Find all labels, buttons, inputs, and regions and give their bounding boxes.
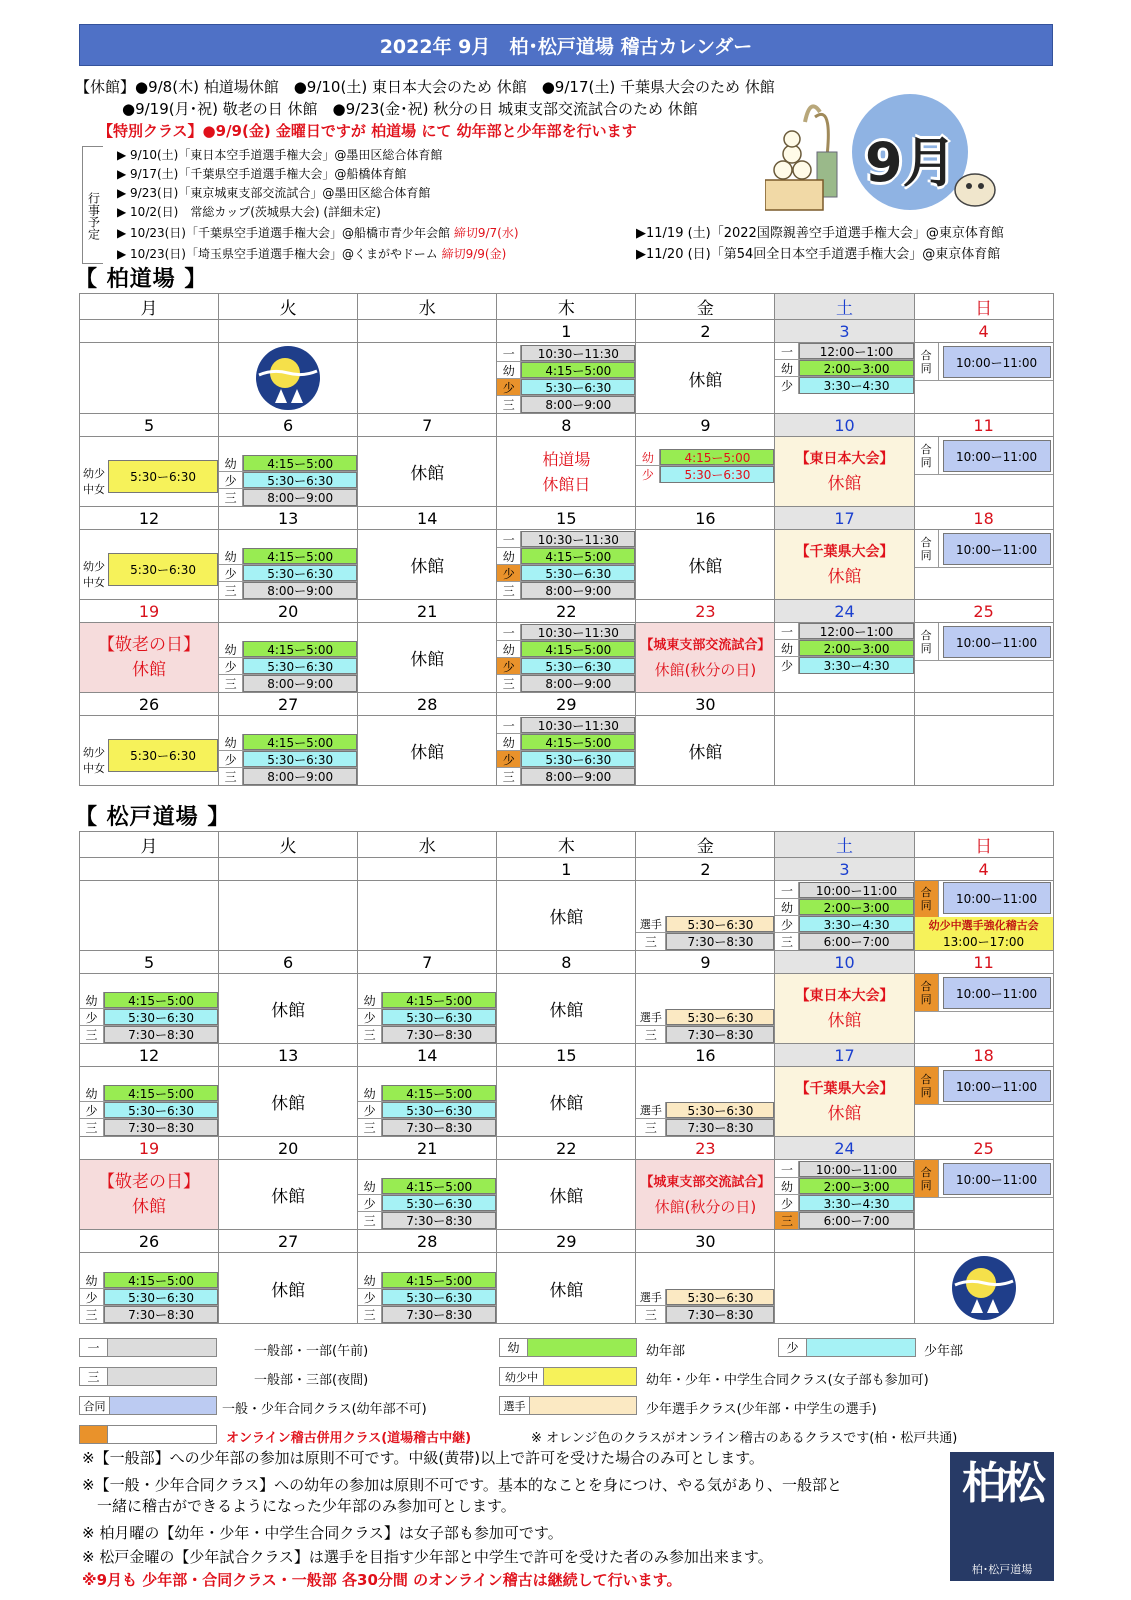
day-number: 19 xyxy=(80,1137,219,1160)
legend-label: 少年選手クラス(少年部・中学生の選手) xyxy=(646,1402,877,1417)
tsukimi-illustration xyxy=(765,82,1015,222)
day-number xyxy=(914,1230,1053,1253)
day-cell: 【千葉県大会】 休館 xyxy=(775,1067,914,1137)
day-cell: 幼 4:15ー5:00 少 5:30ー6:30 三 7:30ー8:30 xyxy=(80,1253,219,1324)
day-number: 24 xyxy=(775,600,914,623)
day-cell: 選手 5:30ー6:30 三 7:30ー8:30 xyxy=(636,881,775,951)
legend-label: 一般部・一部(午前) xyxy=(254,1344,369,1359)
day-number: 25 xyxy=(914,600,1053,623)
day-number: 12 xyxy=(80,1044,219,1067)
weekday-sun: 日 xyxy=(914,294,1053,320)
day-cell: 【城東支部交流試合】 休館(秋分の日) xyxy=(636,623,775,693)
day-cell: 幼 4:15ー5:00 少 5:30ー6:30 三 7:30ー8:30 xyxy=(358,1160,497,1230)
day-number: 28 xyxy=(358,1230,497,1253)
legend-box-shou: 少 xyxy=(778,1338,916,1357)
day-number xyxy=(358,858,497,881)
weekday-sun: 日 xyxy=(914,832,1053,858)
day-number: 16 xyxy=(636,507,775,530)
weekday-mon: 月 xyxy=(80,832,219,858)
day-number: 30 xyxy=(636,1230,775,1253)
day-cell: 合 同 10:00ー11:00 xyxy=(914,1067,1053,1137)
day-number: 18 xyxy=(914,507,1053,530)
day-cell: 【敬老の日】 休館 xyxy=(80,623,219,693)
day-number: 27 xyxy=(219,1230,358,1253)
day-cell: 【東日本大会】 休館 xyxy=(775,974,914,1044)
day-number: 30 xyxy=(636,693,775,716)
day-number: 6 xyxy=(219,414,358,437)
day-number: 12 xyxy=(80,507,219,530)
weekday-sat: 土 xyxy=(775,294,914,320)
matsudo-section-title: 【 松戸道場 】 xyxy=(75,805,231,830)
day-cell xyxy=(80,881,219,951)
legend-box-ippan: 一 xyxy=(79,1338,217,1357)
day-number: 7 xyxy=(358,414,497,437)
legend-box-goudou: 合同 xyxy=(79,1396,217,1415)
day-number: 17 xyxy=(775,1044,914,1067)
day-cell: 【千葉県大会】 休館 xyxy=(775,530,914,600)
dojo-seal-logo xyxy=(950,1452,1054,1581)
day-number: 2 xyxy=(636,858,775,881)
seal-subtitle: 柏･松戸道場 xyxy=(971,1563,1033,1576)
day-number: 11 xyxy=(914,414,1053,437)
day-number: 21 xyxy=(358,600,497,623)
day-cell: 一 10:30ー11:30 幼 4:15ー5:00 少 5:30ー6:30 三 8:00ー9:00 xyxy=(497,530,636,600)
day-number xyxy=(775,693,914,716)
day-number: 13 xyxy=(219,507,358,530)
month-badge: 9月 xyxy=(865,131,957,194)
day-cell: 幼 4:15ー5:00 少 5:30ー6:30 xyxy=(636,437,775,507)
day-cell: 休館 xyxy=(219,1160,358,1230)
day-cell: 幼 4:15ー5:00 少 5:30ー6:30 三 8:00ー9:00 xyxy=(219,530,358,600)
day-cell xyxy=(358,343,497,414)
day-number: 22 xyxy=(497,600,636,623)
moon-rabbit-icon xyxy=(253,345,323,411)
legend-box-san: 三 xyxy=(79,1367,217,1386)
day-cell: 一 12:00ー1:00 幼 2:00ー3:00 少 3:30ー4:30 xyxy=(775,343,914,414)
day-cell: 幼 4:15ー5:00 少 5:30ー6:30 三 7:30ー8:30 xyxy=(80,1067,219,1137)
day-cell: 合 同 10:00ー11:00 xyxy=(914,974,1053,1044)
day-number: 23 xyxy=(636,1137,775,1160)
kashiwa-section-title: 【 柏道場 】 xyxy=(75,267,208,292)
day-cell: 合 同 10:00ー11:00 xyxy=(914,343,1053,414)
day-number: 29 xyxy=(497,693,636,716)
day-cell: 幼 4:15ー5:00 少 5:30ー6:30 三 7:30ー8:30 xyxy=(358,1253,497,1324)
day-cell: 休館 xyxy=(497,881,636,951)
note-online: ※9月も 少年部・合同クラス・一般部 各30分間 のオンライン稽古は継続して行います。 xyxy=(82,1571,682,1589)
day-number: 10 xyxy=(775,414,914,437)
day-number xyxy=(80,320,219,343)
day-number: 9 xyxy=(636,414,775,437)
day-number: 26 xyxy=(80,693,219,716)
weekday-thu: 木 xyxy=(497,294,636,320)
day-cell: 休館 xyxy=(358,437,497,507)
day-cell: 選手 5:30ー6:30 三 7:30ー8:30 xyxy=(636,1067,775,1137)
day-cell: 幼 4:15ー5:00 少 5:30ー6:30 三 8:00ー9:00 xyxy=(219,437,358,507)
day-cell: 【東日本大会】 休館 xyxy=(775,437,914,507)
matsudo-calendar xyxy=(79,831,1054,1324)
moon-rabbit-icon xyxy=(949,1255,1019,1321)
seal-chars: 柏松 xyxy=(962,1458,1042,1509)
day-number xyxy=(219,320,358,343)
day-number: 1 xyxy=(497,858,636,881)
closed-notice-2: ●9/19(月･祝) 敬老の日 休館 ●9/23(金･祝) 秋分の日 城東支部交流試合のため 休館 xyxy=(122,100,698,118)
day-number xyxy=(358,320,497,343)
day-cell: 一 10:00ー11:00 幼 2:00ー3:00 少 3:30ー4:30 三 6:00ー7:00 xyxy=(775,881,914,951)
day-number xyxy=(914,693,1053,716)
day-number: 4 xyxy=(914,858,1053,881)
special-class-notice: 【特別クラス】●9/9(金) 金曜日ですが 柏道場 にて 幼年部と少年部を行います xyxy=(98,122,637,140)
event-item-right: ▶11/20 (日)「第54回全日本空手道選手権大会」@東京体育館 xyxy=(636,247,1001,262)
day-number: 18 xyxy=(914,1044,1053,1067)
day-cell: 休館 xyxy=(636,343,775,414)
legend-box-online xyxy=(79,1425,217,1444)
page-title: 2022年 9月 柏･松戸道場 稽古カレンダー xyxy=(79,24,1053,66)
weekday-sat: 土 xyxy=(775,832,914,858)
legend-box-senshu: 選手 xyxy=(499,1396,637,1415)
day-cell xyxy=(775,716,914,786)
day-cell: 一 12:00ー1:00 幼 2:00ー3:00 少 3:30ー4:30 xyxy=(775,623,914,693)
day-cell: 一 10:30ー11:30 幼 4:15ー5:00 少 5:30ー6:30 三 8:00ー9:00 xyxy=(497,343,636,414)
note: ※ 松戸金曜の【少年試合クラス】は選手を目指す少年部と中学生で許可を受けた者のみ参加出来ます。 xyxy=(82,1548,773,1566)
day-cell: 休館 xyxy=(358,716,497,786)
day-cell: 幼少 中女 5:30ー6:30 xyxy=(80,530,219,600)
day-number: 3 xyxy=(775,320,914,343)
day-number: 3 xyxy=(775,858,914,881)
day-number: 4 xyxy=(914,320,1053,343)
day-cell: 合 同 10:00ー11:00 xyxy=(914,530,1053,600)
day-cell: 合 同 10:00ー11:00 xyxy=(914,1160,1053,1230)
day-number xyxy=(775,1230,914,1253)
note: ※【一般部】への少年部の参加は原則不可です。中級(黄帯)以上で許可を受けた場合のみ可とします。 xyxy=(82,1449,764,1467)
day-cell: 選手 5:30ー6:30 三 7:30ー8:30 xyxy=(636,1253,775,1324)
weekday-mon: 月 xyxy=(80,294,219,320)
day-number: 28 xyxy=(358,693,497,716)
legend-label: 幼年・少年・中学生合同クラス(女子部も参加可) xyxy=(646,1373,929,1388)
day-cell: 幼 4:15ー5:00 少 5:30ー6:30 三 8:00ー9:00 xyxy=(219,623,358,693)
note: ※【一般・少年合同クラス】への幼年の参加は原則不可です。基本的なことを身につけ、やる気があり、一般部と xyxy=(82,1476,843,1494)
day-number: 20 xyxy=(219,600,358,623)
weekday-wed: 水 xyxy=(358,832,497,858)
day-cell: 一 10:30ー11:30 幼 4:15ー5:00 少 5:30ー6:30 三 8:00ー9:00 xyxy=(497,716,636,786)
day-cell xyxy=(914,716,1053,786)
day-number: 13 xyxy=(219,1044,358,1067)
event-item: ▶ 10/23(日)「埼玉県空手道選手権大会」@くまがやドーム 締切9/9(金) xyxy=(117,247,507,261)
day-number: 9 xyxy=(636,951,775,974)
day-cell: 選手 5:30ー6:30 三 7:30ー8:30 xyxy=(636,974,775,1044)
day-cell: 休館 xyxy=(636,716,775,786)
day-number: 25 xyxy=(914,1137,1053,1160)
weekday-wed: 水 xyxy=(358,294,497,320)
day-cell: 休館 xyxy=(497,1160,636,1230)
deadline: 締切9/9(金) xyxy=(441,247,507,261)
weekday-fri: 金 xyxy=(636,294,775,320)
day-number: 10 xyxy=(775,951,914,974)
day-number: 27 xyxy=(219,693,358,716)
day-cell: 幼 4:15ー5:00 少 5:30ー6:30 三 8:00ー9:00 xyxy=(219,716,358,786)
day-cell: 休館 xyxy=(219,1253,358,1324)
day-cell xyxy=(80,343,219,414)
day-cell: 一 10:30ー11:30 幼 4:15ー5:00 少 5:30ー6:30 三 8:00ー9:00 xyxy=(497,623,636,693)
day-cell: 幼 4:15ー5:00 少 5:30ー6:30 三 7:30ー8:30 xyxy=(358,1067,497,1137)
day-cell xyxy=(358,881,497,951)
kyouka-time: 13:00ー17:00 xyxy=(943,935,1025,949)
day-number: 15 xyxy=(497,1044,636,1067)
day-number: 8 xyxy=(497,951,636,974)
kashiwa-calendar xyxy=(79,293,1054,786)
event-item: ▶ 10/2(日) 常総カップ(茨城県大会) (詳細未定) xyxy=(117,205,381,219)
day-cell: 合 同 10:00ー11:00 幼少中選手強化稽古会 13:00ー17:00 xyxy=(914,881,1053,951)
event-item: ▶ 10/23(日)「千葉県空手道選手権大会」@船橋市青少年会館 締切9/7(水) xyxy=(117,226,519,240)
day-number: 29 xyxy=(497,1230,636,1253)
day-cell: 合 同 10:00ー11:00 xyxy=(914,437,1053,507)
day-cell: 休館 xyxy=(497,974,636,1044)
day-number: 14 xyxy=(358,1044,497,1067)
legend-box-youn: 幼 xyxy=(499,1338,637,1357)
day-number: 17 xyxy=(775,507,914,530)
note: ※ 柏月曜の【幼年・少年・中学生合同クラス】は女子部も参加可です。 xyxy=(82,1524,563,1542)
legend-label: 一般部・三部(夜間) xyxy=(254,1373,369,1388)
day-cell xyxy=(219,343,358,414)
day-number xyxy=(80,858,219,881)
legend-label: 一般・少年合同クラス(幼年部不可) xyxy=(222,1402,427,1417)
legend-note: ※ オレンジ色のクラスがオンライン稽古のあるクラスです(柏・松戸共通) xyxy=(531,1431,958,1446)
day-number: 5 xyxy=(80,414,219,437)
legend-label: 幼年部 xyxy=(646,1344,686,1359)
weekday-thu: 木 xyxy=(497,832,636,858)
day-cell: 【敬老の日】 休館 xyxy=(80,1160,219,1230)
day-number: 1 xyxy=(497,320,636,343)
note: 一緒に稽古ができるようになった少年部のみ参加可とします。 xyxy=(82,1497,516,1515)
day-cell xyxy=(775,1253,914,1324)
day-cell: 幼少 中女 5:30ー6:30 xyxy=(80,437,219,507)
weekday-fri: 金 xyxy=(636,832,775,858)
day-number: 21 xyxy=(358,1137,497,1160)
day-number: 6 xyxy=(219,951,358,974)
day-cell: 幼少 中女 5:30ー6:30 xyxy=(80,716,219,786)
day-cell: 幼 4:15ー5:00 少 5:30ー6:30 三 7:30ー8:30 xyxy=(80,974,219,1044)
day-cell xyxy=(914,1253,1053,1324)
legend-label: 少年部 xyxy=(924,1344,964,1359)
day-number xyxy=(219,858,358,881)
day-cell: 【城東支部交流試合】 休館(秋分の日) xyxy=(636,1160,775,1230)
day-number: 22 xyxy=(497,1137,636,1160)
events-label: 行事予定 xyxy=(82,146,103,264)
day-cell: 柏道場 休館日 xyxy=(497,437,636,507)
day-cell: 一 10:00ー11:00 幼 2:00ー3:00 少 3:30ー4:30 三 6:00ー7:00 xyxy=(775,1160,914,1230)
day-cell xyxy=(219,881,358,951)
closed-notice-1: 【休館】●9/8(木) 柏道場休館 ●9/10(土) 東日本大会のため 休館 ●9/17(土) 千葉県大会のため 休館 xyxy=(75,78,775,96)
day-cell: 休館 xyxy=(219,1067,358,1137)
legend-label: オンライン稽古併用クラス(道場稽古中継) xyxy=(226,1431,472,1446)
day-cell: 休館 xyxy=(358,623,497,693)
day-number: 19 xyxy=(80,600,219,623)
day-number: 14 xyxy=(358,507,497,530)
event-item: ▶ 9/10(土)「東日本空手道選手権大会」@墨田区総合体育館 xyxy=(117,148,443,162)
day-cell: 幼 4:15ー5:00 少 5:30ー6:30 三 7:30ー8:30 xyxy=(358,974,497,1044)
day-number: 16 xyxy=(636,1044,775,1067)
weekday-tue: 火 xyxy=(219,294,358,320)
day-cell: 休館 xyxy=(636,530,775,600)
day-number: 15 xyxy=(497,507,636,530)
day-cell: 休館 xyxy=(497,1067,636,1137)
event-item: ▶ 9/17(土)「千葉県空手道選手権大会」@船橋体育館 xyxy=(117,167,407,181)
day-number: 26 xyxy=(80,1230,219,1253)
day-cell: 休館 xyxy=(497,1253,636,1324)
day-number: 5 xyxy=(80,951,219,974)
day-cell: 休館 xyxy=(219,974,358,1044)
deadline: 締切9/7(水) xyxy=(453,226,519,240)
day-number: 7 xyxy=(358,951,497,974)
event-item: ▶ 9/23(日)「東京城東支部交流試合」@墨田区総合体育館 xyxy=(117,186,431,200)
day-number: 23 xyxy=(636,600,775,623)
kyouka-title: 幼少中選手強化稽古会 xyxy=(928,919,1039,932)
day-number: 24 xyxy=(775,1137,914,1160)
day-number: 20 xyxy=(219,1137,358,1160)
day-number: 2 xyxy=(636,320,775,343)
day-cell: 休館 xyxy=(358,530,497,600)
day-number: 11 xyxy=(914,951,1053,974)
day-number: 8 xyxy=(497,414,636,437)
event-item-right: ▶11/19 (土)「2022国際親善空手道選手権大会」@東京体育館 xyxy=(636,226,1004,241)
day-cell: 合 同 10:00ー11:00 xyxy=(914,623,1053,693)
legend-box-yk: 幼少中 xyxy=(499,1367,637,1386)
weekday-tue: 火 xyxy=(219,832,358,858)
